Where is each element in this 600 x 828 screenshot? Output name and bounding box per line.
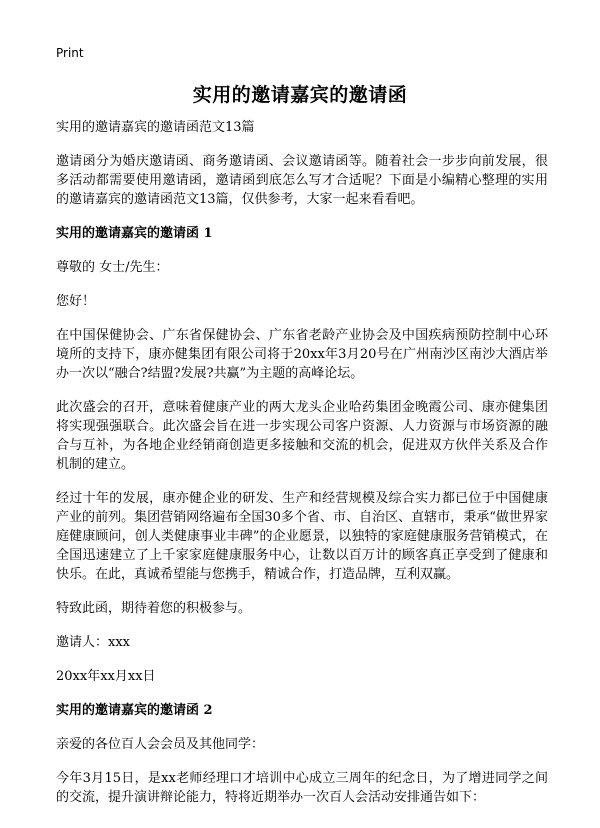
salutation: 亲爱的各位百人会会员及其他同学：: [56, 737, 265, 752]
closing-line: 特致此函，期待着您的积极参与。: [56, 601, 252, 616]
body-paragraph: 经过十年的发展，康亦健企业的研发、生产和经营规模及综合实力都已位于中国健康产业的前列。集团营销网络遍布全国30多个省、市、自治区、直辖市，秉承“做世界家庭健康顾问，创人类健康事业丰碑”的企业愿景，以独特的家庭健康服务营销模式，在全国迅速建立了上千家家庭健康服务中心，让数以百万计的顾客真正享受到了健康和快乐。在此，真诚希望能与您携手，精诚合作，打造品牌，互利双赢。: [56, 491, 548, 582]
document-subtitle: 实用的邀请嘉宾的邀请函范文13篇: [56, 120, 255, 135]
section-heading-1: 实用的邀请嘉宾的邀请函 1: [56, 226, 213, 241]
body-paragraph: 今年3月15日，是xx老师经理口才培训中心成立三周年的纪念日，为了增进同学之间的交流，提升演讲辩论能力，特将近期举办一次百人会活动安排通告如下：: [56, 771, 548, 805]
greeting: 您好！: [56, 294, 96, 309]
inviter-line: 邀请人：xxx: [56, 635, 130, 650]
document-body: [56, 118, 548, 822]
section-heading-2: 实用的邀请嘉宾的邀请函 2: [56, 703, 213, 718]
body-paragraph: 此次盛会的召开，意味着健康产业的两大龙头企业哈药集团金晚霞公司、康亦健集团将实现强强联合。此次盛会旨在进一步实现公司客户资源、人力资源与市场资源的融合与互补，为各地企业经销商创造更多接触和交流的机会，促进双方伙伴关系及合作机制的建立。: [56, 400, 548, 472]
salutation: 尊敬的 女士/先生：: [56, 260, 169, 275]
document-title: 实用的邀请嘉宾的邀请函: [192, 84, 408, 106]
print-link[interactable]: Print: [56, 46, 84, 60]
body-paragraph: 在中国保健协会、广东省保健协会、广东省老龄产业协会及中国疾病预防控制中心环境所的支持下，康亦健集团有限公司将于20xx年3月20号在广州南沙区南沙大酒店举办一次以“融合?结盟?发展?共赢”为主题的高峰论坛。: [56, 328, 548, 381]
date-line: 20xx年xx月xx日: [56, 669, 156, 684]
intro-paragraph: 邀请函分为婚庆邀请函、商务邀请函、会议邀请函等。随着社会一步步向前发展，很多活动都需要使用邀请函，邀请函到底怎么写才合适呢？下面是小编精心整理的实用的邀请嘉宾的邀请函范文13篇，仅供参考，大家一起来看看吧。: [56, 154, 548, 207]
